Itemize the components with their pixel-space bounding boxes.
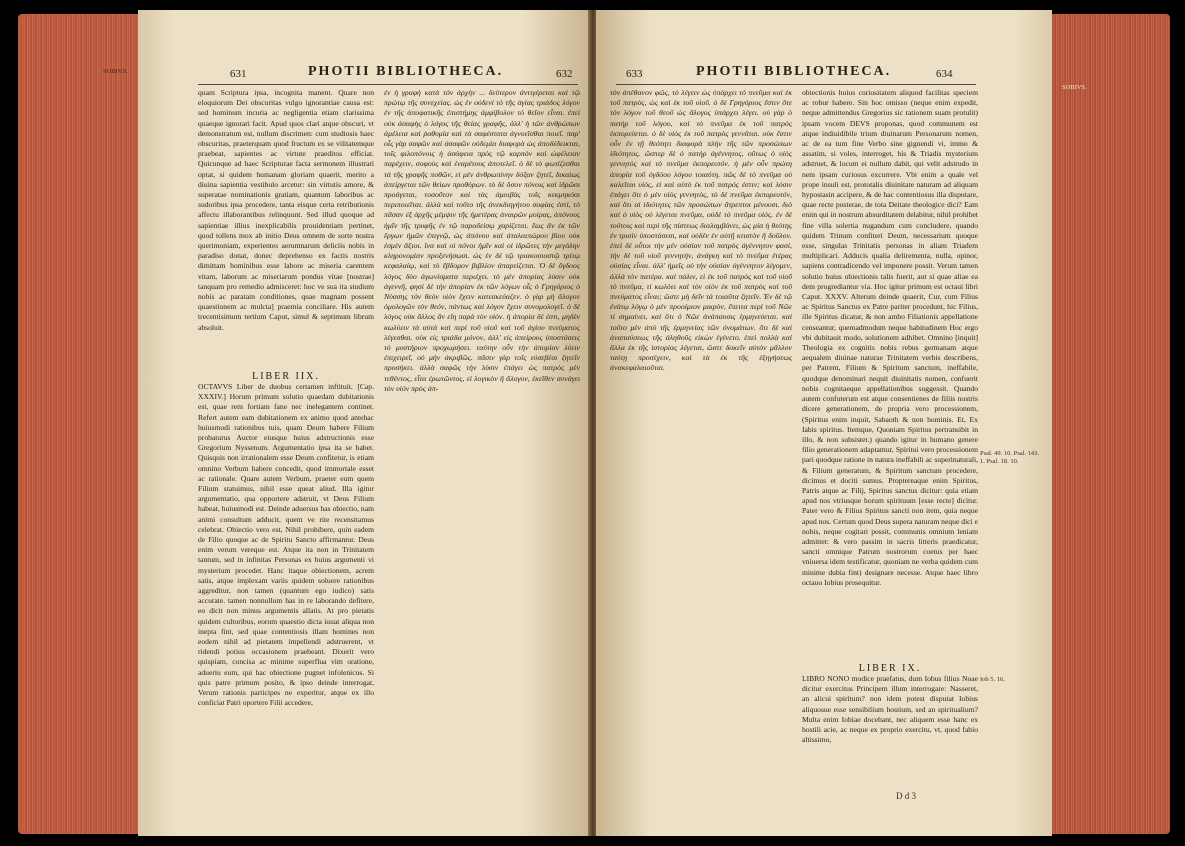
right-page (596, 10, 1052, 836)
latin-column-right: obiectionis huius curiositatem aliquod facilitas speciem ac robur habere. Sin hoc omisso (neque enim expedit, neque admittendus Gregorius sic rationem suam protulit) ipsam vocem DEVS proponas, quod communem est atque indiuidibile trium diuinarum Personarum nomen, ac de ea tum fine Verbo sine gignendi vi, immo & assatim, si voles, interroget, his & Triadis mysterium adstruet, & locum ei nullum dabit, qui velit adstrudo in nem ipsam curiosus excurrere. Vbi enim a quale vel prope insuli est, prototalis diuinitate naturam ad aliquam hypostasin accipere, & de hac contentiosus illa disputare, quae recte posterae, de tota Deitate theologice dici? Eam enim qui in nostrum absurditatem delabitur, nihil prohibet fine villa solertia nugandum cum concludere, quando quidem Trinum confiteri Deum, necessarium quoque esse, singulas Trinitatis personas in aliam Triadem multiplicari. Adducis qualia delirementa, nulla, opinor, sapiens contradicendo vel imponere possit. Verum tamen solutio huius obiectionis talis fuerit, aut si quae aliae ea dem progrediantur via. Hoc igitur primum est octaui libri Caput. XXXV. Alterum deinde quaerit, Cur, cum Filius ac Spiritus Sanctus ex Patre pariter procedunt, hic Filius, ille Spiritus dicatur, & non ambo Filiationis appellatione censeantur, quemadmodum neque habitudinem Hoc ergo vbi dubitauit modo, solutionem adhibet. Omnino [inquit] Theologia ex cognitis nobis rebus germanam atque aequalem diuinae naturae Trinitatem verbis describens, per Patrem, Filium & Spiritum sanctum, ineffabile, quodque denominari nequit diuinitatis nomen, confuerit nobis cognitaeque appellationibus suggessit. Quando autem confuterum est atque consentienes de filiis nostris dicere generationem, de propria vero processionem, (Spiritus enim inquit, Sabaoth & non hominis. Et, Ex Iabis spiritus. Itemque, Quoniam Spiritus pertransibit in illo, & non subsistet.) quando igitur in humano genere filio generationem adaptamur, Spiritui vero processionem pari quodque ratione in natura ineffabili ac superinaturali, & Filium generatum, & Spiritum sanctum procedere, dicimus et dociti sumus. Proptereaque enim Spiritus, Patris atque ac Filij, Spiritus sanctus dicitur: quia etiam apud nos vtriusque horum spirituum [esse recte] dicitur. Pater vero & Filius Spiritus sancti non item, quia neque apud nos. Certum quod Deus supera naturam neque dici e nobis, neque cogitari possit, communis omnium leniam admittet: & vero passim in sacris litteris praedicatur, sancti omnique Patrum nostrorum coetus per haec vniuersa idem testificatur, quoniam ne verba quidem cum minime dubia fint) designare necesse. Atque haec libro octauo Iobius prosequitur. (802, 88, 978, 587)
latin-column-bottom: OCTAVVS Liber de duobus certamen inftituit. [Cap. XXXIV.] Horum primum solutio quaedam dubitationis est, quae rem fortiam fane nec inelegantem continet. Refert autem eam dubitationem ex animo quod antehac huiusmodi rationibus tuis, quam Deum habere Filium probaturus Auctor eiusque huius adstructionis esse Gregorium Nyssenum. Argumentatio ipsa ita se habet. Quisquis non irrationalem esse Deum confitetur, is etiam omnino Verbum habere concedit, quod immortale esset ac rationale. Quare autem Verbum, praeter eum quem Filium statuimus, nihil esse queat aliud. Illa igitur argumentatio, qua opportere adstruit, vt Deus Filium habeat, huiusmodi est. Deinde aduersus has obiectio, nam animi consultum adducit, quem ve rite recensitamus celebrat. Obiectio vero est, Nihil prohibere, quin eadem de Filio quoque ac de Spiritu Sancto affirmantur. Deus enim verum vereque est. Atque ita non in Trinitatem tantum, sed in infinitas Personas ex huius argumenti vi mysterium procedet. Hanc itaque obiectionem, acrem satis, atque implexam variis quidem soluere rationibus aggreditur, non tamen (quantum ego iudico) satis accurate. tamen nonnullum has in re laborando defitere, eo dicit non minus argumentis allatis. At pro pietatis quidem cultoribus, eorum quaestio dicta iuuat aliqua non inepta fint, sed quae contentiosis illam homines non eodem nihil ad pietatem impellendi adstruerent, vt ridendi potius occasionem praebeant. Dixerit vero quispiam, concisa ac minime superflua vim oratione, adueriu eum, qui hac obiectione pugnet infolenicus. Si quis patre primum posito, & ipso deinde interrogat, Verum rationis participes ne experitur, atque ex illo conficiat Patri oportere Filii accedere, (198, 382, 374, 708)
greek-column-left: ἐν ἡ γραφὴ κατὰ τὸν ἀρχὴν ... δεύτερον ἀντιγέρεται καὶ τῷ πρώτῳ τῆς συνεχείας. ὡς ἐν οὐδενὶ τὸ τῆς ἁγίας τριάδος λόγον ἐν τῆς ἀποφατικῆς ἐπιστήμης ἀμφίβολον τὸ θεῖον εἶναι. ἐπεὶ οὐκ ἀσαφὴς ὁ λόγος τῆς θείας γραφῆς, ἀλλ' ἡ τῶν ἀνθρώπων ἀμέλεια καὶ ῥαθυμία καὶ τὰ σαφέστατα ἀγνοεῖσθαι ποιεῖ. παρ' οἷς γὰρ σαφῶν καὶ ἀσαφῶν οὐδεμία διαφορὰ ὡς ἀποδέδεικται, τοῖς φιλοπόνοις ἡ ἀσάφεια πρὸς τῷ καρπὸν καὶ ὠφέλειαν παρέχειν, σοφοὺς καὶ ἐναρέτους ἀποτελεῖ. ὁ δὲ τὸ φωτίζεσθαι τὰ τῆς γραφῆς ποθῶν, εἰ μὲν ἀνθρωπίνην δόξαν ζητεῖ, δικαίως ἀπείργεται τῶν θείων προθύρων. τὸ δὲ ὅσον πόνοις καὶ ἱδρῶσι προάγεται, τοσοῦτον καὶ τὰς ἀμοιβὰς τοῖς κεκμηκόσι περιποιεῖται. ἀλλὰ καὶ τοῦτο τῆς ἀνεκδιηγήτου σοφίας ἐστί, τὸ πᾶσαν ἐξ ἀρχῆς μέμψιν τῆς ἡμετέρας ἀναιρῶν μοίρας, ἀπόνους ἡμῖν τῆς τρυφῆς ἐν τῷ παραδείσῳ χαρίζεται. ἕως ἂν ἐκ τῶν ἔργων ἡμῶν ἐπιγνῷ, ὡς ἀπόνου καὶ ἀταλαιπώρου βίου οὐκ ἐσμὲν ἄξιοι. ἵνα καὶ οἱ πόνοι ἡμῖν καὶ οἱ ἱδρῶτες τὴν μεγάλην κληρονομίαν προξενήσωσι. ὡς ἐν δὲ τῷ τριακοσιοστῷ τρίτῳ κεφαλαίῳ, καὶ τὸ ἕβδομον βιβλίον ἀπαρτίζεται. Ὁ δὲ ὄγδοος λόγος δύο ἀγωνίσματα περιέχει. τὸ μὲν ἀπορίας λύσιν οὐκ ἀγεννῆ, φησὶ δὲ τὴν ἀπορίαν ἐκ τῶν λόγων οἷς ὁ Γρηγόριος ὁ Νύσσης τὸν θεὸν υἱὸν ἔχειν κατεσκεύαζεν. ὁ γὰρ μὴ ἄλογον ὁμολογῶν τὸν θεόν, πάντως καὶ λόγον ἔχειν συνομολογεῖ. ὁ δὲ λόγος οὐκ ἄλλος ἂν εἴη παρὰ τὸν υἱόν. ἡ ἀπορία δὲ ἐστι, μηδὲν κωλύειν τὰ αὐτὰ καὶ περὶ τοῦ υἱοῦ καὶ τοῦ ἁγίου πνεύματος λέγεσθαι. οὐκ εἰς τριάδα μόνον, ἀλλ' εἰς ἀπείρους ὑποστάσεις τὸ μυστήριον προχωρήσει. ταύτην οὖν τὴν ἀπορίαν λύειν ἐπιχειρεῖ, οὐ μὴν ἀκριβῶς. πᾶσιν γὰρ τοῖς εὐσεβέσι ζητεῖν προσήκει. ἀλλὰ σαφῶς τὴν λύσιν ἐπάγει ὡς πατρὸς μὲν τεθέντος, εἶτα ἐρωτῶντος, εἰ λογικὸν ἢ ἄλογον, ἐκεῖθεν συνάγει τὸν υἱόν πρὸς ἀπ- (384, 88, 580, 393)
running-head-left: PHOTII BIBLIOTHECA. (308, 64, 504, 79)
right-page-edges (1052, 14, 1170, 834)
latin-column-liber-ix: LIBRO NONO modice praefatus, dum Iobus filius Noae dicitur exercitus Principem illum interrogare: Nasseret, an alicui spiritum? non idem potest disputat Iobius aliquosue esse sensibilium hostium, sed an spiritualium? Multa enim Iobiae docebant, nec aliquem esse hanc ex hostili acie, ac neque ex proprio exercitu, vt, quod fabio altissimo, (802, 674, 978, 745)
header-rule-left (198, 84, 578, 85)
page-number-633: 633 (626, 68, 643, 80)
side-code-right: SOBIVS. (1062, 84, 1087, 91)
header-rule-right (616, 84, 976, 85)
latin-column-top: quam Scriptura ipsa, incognita manent. Quare non eloquiorum Dei obscuritas vulgo ignorantiae causa est: sed hominum incuria ac negligentia etiam clarissima quaeque ignorari facit. Apud quos clari atque obscuri, vt demonstratum est, nullum discrimen: cum studiosis haec obscuritas, praeterquam quod fructum ex se vilitatemque praebeat, sapientes ac virtute praeditos efficiat. Quicunque ad haec Scripturae facta sermonem illustrari optat, si quidem humanam gloriam quaerit, merito a diuina sapientia vestibulo arcetur: sin virtutis amore, & superatae nominationis gratiam, quantum laboribus ac sudoribus ipsa procedere, tanta eisque certa retributionis affectu illaborantibus relinquunt. Sed illud quoque ad sapientiae illius inexplicabilis prouidentiam pertinet, quod tollens mox ab initio Deus omnem de sorte nostra querimoniam, experientes aerumnarum deliciis nobis in paradiso donat, donec deprehenso ex factis nostris dimittam hominibus esse labore ac miseria carentem vitam, laborum ac miseriarum pondus vitae [nostrae] tanquam pro remedio admisceret: hoc ve sua ita studium nobis ac paratam conditiones, quae magnam possent quaestionem ac mulcta] praemia conciliare. His autem trecentisimum tertium Caput, simul & septimum librum absoluit. (198, 88, 374, 332)
page-number-632: 632 (556, 68, 573, 80)
greek-column-right: τὸν ἀπέθανον φῶς, τὸ λέγειν ὡς ὑπάρχει τὸ πνεῦμα καὶ ἐκ τοῦ πατρὸς, ὡς καὶ ἐκ τοῦ υἱοῦ. ὁ δὲ Γρηγόριος ἔστιν ὅτε τὸν λόγον τοῦ θεοῦ ὡς ἄλογος ὑπάρχει λέγει. οὐ γὰρ ὁ πατὴρ τοῦ λόγου, καὶ τὸ πνεῦμα ἐκ τοῦ πατρὸς ἐκπορεύεται. ὁ δὲ υἱὸς ἐκ τοῦ πατρὸς γεννᾶται. οὐκ ἔστιν οὖν ἐν τῇ θεότητι διαφορὰ πλὴν τῆς τῶν προσώπων ἰδιότητος. ὥσπερ δὲ ὁ πατὴρ ἀγέννητος, οὕτως ὁ υἱὸς γεννητὸς καὶ τὸ πνεῦμα ἐκπορευτόν. ἡ μὲν οὖν πρώτη ἀπορία τοῦ ὀγδόου λόγου τοιαύτη. πῶς δὲ τὸ πνεῦμα οὐ καλεῖται υἱὸς, εἰ καὶ αὐτὸ ἐκ τοῦ πατρός ἐστιν; καὶ λύσιν ἐπάγει ὅτι ὁ μὲν υἱὸς γεννητὸς, τὸ δὲ πνεῦμα ἐκπορευτόν, καὶ ὅτι αἱ ἰδιότητες τῶν προσώπων ἄτρεπτοι μένουσι. διὸ καὶ ὁ υἱὸς οὐ λέγεται πνεῦμα, οὐδὲ τὸ πνεῦμα υἱός. ἐν δὲ τούτοις καὶ περὶ τῆς πίστεως διαλαμβάνει, ὡς μία ἡ θεότης ἐν τρισὶν ὑποστάσεσι, καὶ οὐδὲν ἐν αὐτῇ κτιστὸν ἢ δοῦλον. ἐπεὶ δὲ οὗτοι τὴν μὲν οὐσίαν τοῦ πατρὸς ἀγέννητον φασί, τὴν δὲ τοῦ υἱοῦ γεννητήν, ἀνάγκη καὶ τὸ πνεῦμα ἑτέρας οὐσίας εἶναι. ἀλλ' ἡμεῖς οὐ τὴν οὐσίαν ἀγέννητον λέγομεν, ἀλλὰ τὸν πατέρα. καὶ πάλιν, εἰ ἐκ τοῦ πατρὸς καὶ τοῦ υἱοῦ τὸ πνεῦμα, τί κωλύει καὶ τὸν υἱὸν ἐκ τοῦ πατρὸς καὶ τοῦ πνεύματος εἶναι; ὥστε μὴ δεῖν τὰ τοιαῦτα ζητεῖν. Ἐν δὲ τῷ ἐνάτῳ λόγῳ ὁ μὲν προοίμιον μικρὸν, ἔπειτα περὶ τοῦ Νῶε τί σημαίνει, καὶ ὅτι ὁ Νῶε ἀνάπαυσις ἑρμηνεύεται. καὶ τοῦτο μὲν ἀπὸ τῆς ἑρμηνείας τῶν ὀνομάτων. ὅτι δὲ καὶ ἀναπαύσεως τῆς ἀληθοῦς εἰκὼν ἐγένετο. ἐπεὶ πολλὰ καὶ ἄλλα ἐκ τῆς ἱστορίας λέγεται, ὥστε δοκεῖν αὐτὸν μᾶλλον ταύτῃ προσέχειν, καὶ τὰ ἐκ τῆς ἐξηγήσεως ἀνακεφαλαιοῦται. (610, 88, 792, 373)
page-number-631: 631 (230, 68, 247, 80)
book-heading-liber-ix: LIBER IX. (858, 664, 922, 674)
page-number-634: 634 (936, 68, 953, 80)
book-heading-liber-iix: LIBER IIX. (252, 372, 320, 382)
margin-note-psalms: Psal. 49. 10. Psal. 143. 1. Psal. 18. 10. (980, 450, 1040, 465)
left-page-edges (18, 14, 138, 834)
running-head-right: PHOTII BIBLIOTHECA. (696, 64, 892, 79)
signature-mark: D d 3 (896, 791, 916, 801)
margin-note-iob: Iob 5. 16. (980, 676, 1005, 683)
left-page (138, 10, 590, 836)
side-code-left: SOBIVS. (103, 68, 128, 75)
